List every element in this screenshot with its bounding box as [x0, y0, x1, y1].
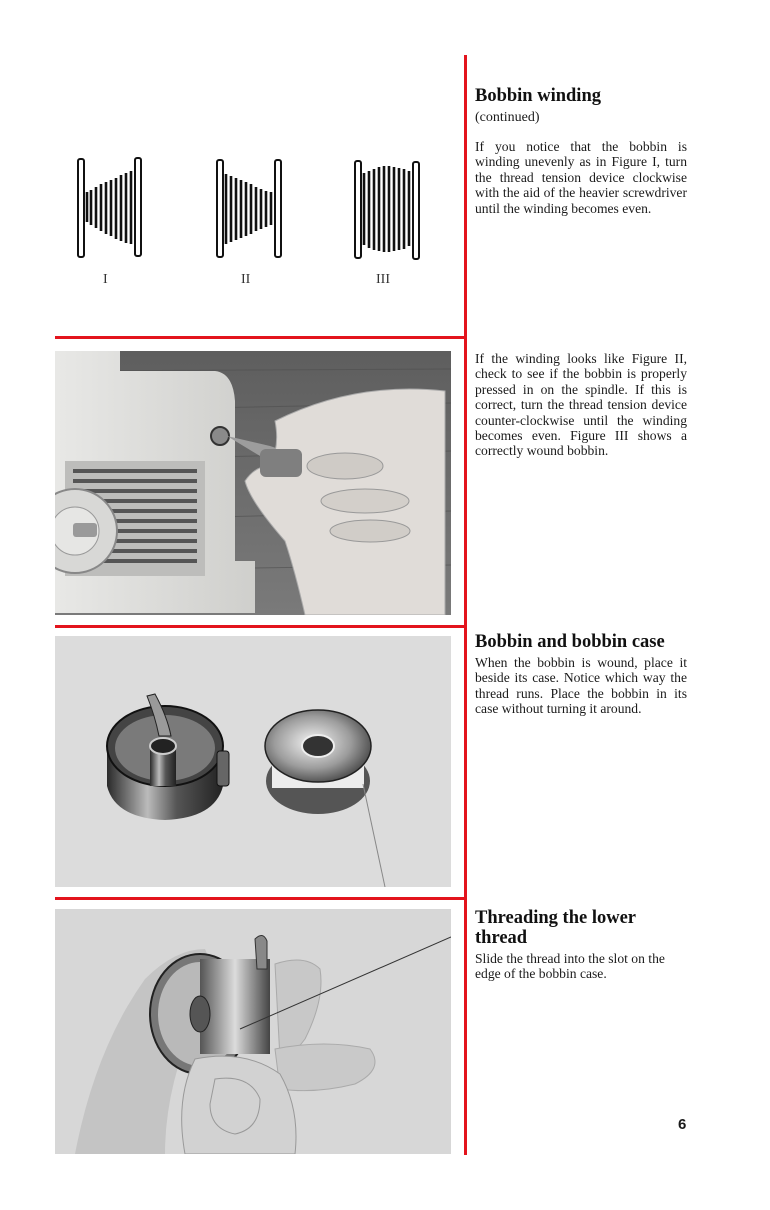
horizontal-red-rule-3 [55, 897, 467, 900]
heading-bobbin-winding: Bobbin winding [475, 86, 601, 106]
paragraph-figure-ii: If the winding looks like Figure II, check to see if the bobbin is properly pressed in on the spindle. If this is correct, turn the thread tension device counter-clockwise until the winding becomes even. Figure III shows a correctly wound bobbin. [475, 351, 687, 459]
threading-illustration [55, 909, 451, 1154]
section-figure-ii [475, 351, 687, 459]
vertical-red-rule [464, 55, 467, 1155]
heading-threading-lower-thread: Threading the lower thread [475, 908, 636, 948]
bobbin-case-illustration [55, 636, 451, 887]
section-bobbin-winding [475, 86, 687, 216]
paragraph-threading: Slide the thread into the slot on the edge of the bobbin case. [475, 951, 665, 982]
figure-label-iii: III [376, 272, 390, 287]
heading-bobbin-and-case: Bobbin and bobbin case [475, 632, 665, 652]
photo-bobbin-and-case [55, 636, 451, 887]
section-threading-lower-thread [475, 908, 687, 982]
tension-adjust-illustration [55, 351, 451, 615]
figure-label-i: I [103, 272, 108, 287]
figure-ii-icon [217, 160, 281, 257]
photo-threading-bobbin-case [55, 909, 451, 1154]
horizontal-red-rule-2 [55, 625, 467, 628]
bobbin-figures [60, 140, 460, 290]
figure-iii-icon [355, 161, 419, 259]
figure-label-ii: II [241, 272, 251, 287]
figure-i-icon [78, 158, 141, 257]
subheading-continued: (continued) [475, 110, 540, 125]
horizontal-red-rule-1 [55, 336, 467, 339]
paragraph-uneven-figure-i: If you notice that the bobbin is winding unevenly as in Figure I, turn the thread tension device clockwise with the aid of the heavier screwdriver until the winding becomes even. [475, 139, 687, 216]
page-number: 6 [678, 1116, 687, 1133]
section-bobbin-and-case [475, 632, 687, 717]
photo-tension-adjustment [55, 351, 451, 615]
paragraph-bobbin-and-case: When the bobbin is wound, place it beside its case. Notice which way the thread runs. Place the bobbin in its case without turning it around. [475, 655, 687, 717]
bobbin-winding-diagrams [60, 140, 460, 260]
